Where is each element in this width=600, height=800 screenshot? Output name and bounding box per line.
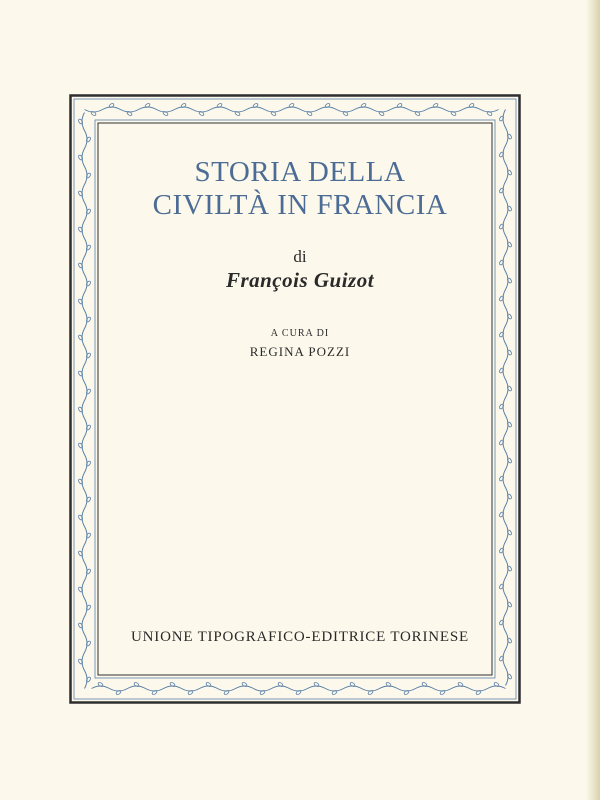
title-line-2: CIVILTÀ IN FRANCIA (152, 189, 448, 221)
author-name: François Guizot (225, 268, 375, 292)
curator-label: A CURA DI (270, 328, 330, 339)
by-word: di (293, 247, 307, 266)
curator-name: REGINA POZZI (249, 344, 351, 359)
page-fold-shadow (586, 0, 600, 800)
title-line-1: STORIA DELLA (194, 156, 406, 188)
publisher-name: UNIONE TIPOGRAFICO-EDITRICE TORINESE (131, 629, 469, 645)
